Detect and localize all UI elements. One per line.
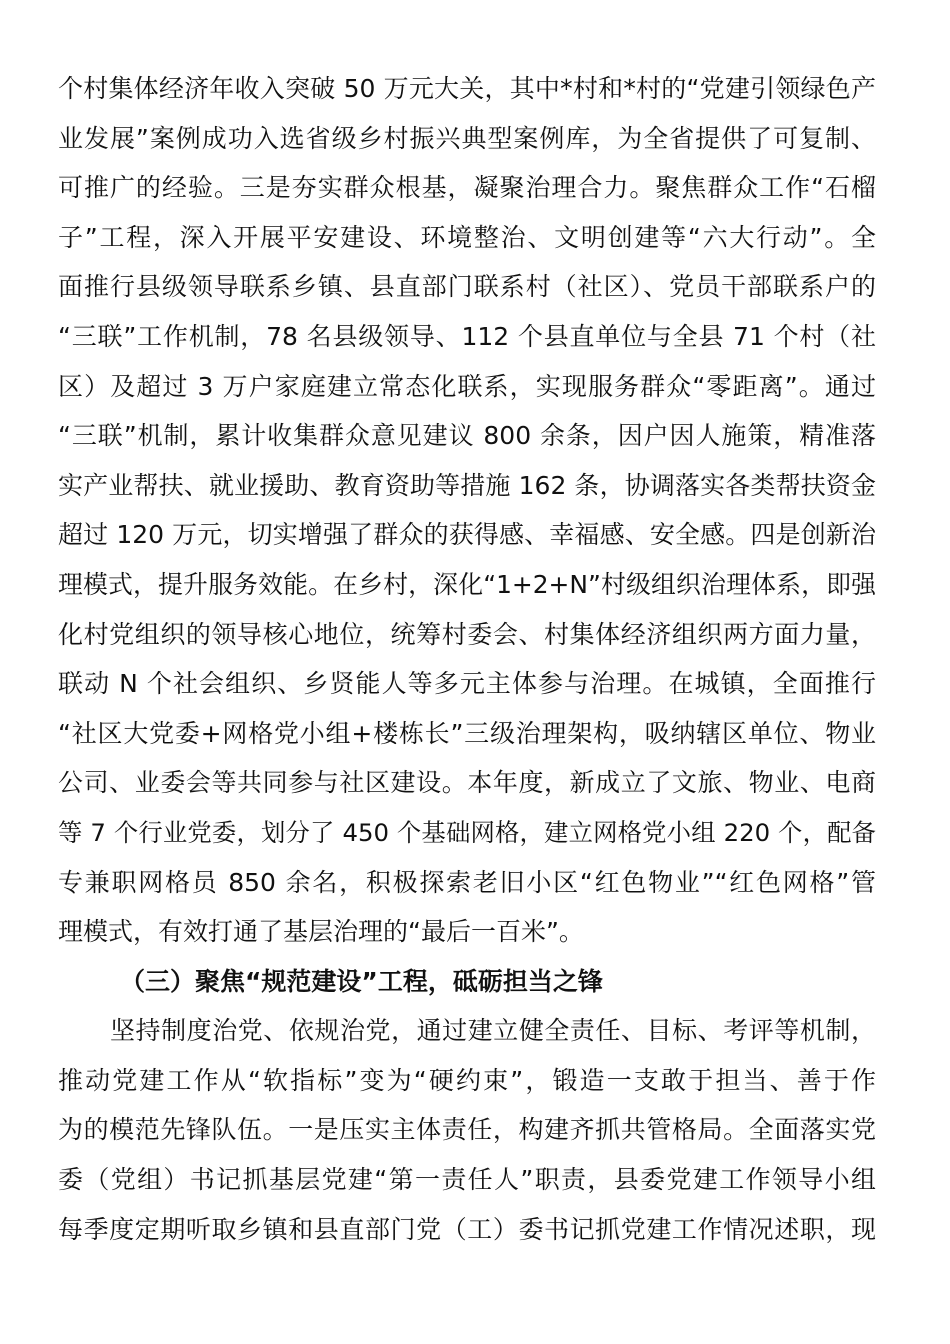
text-line: 坚持制度治党、依规治党，通过建立健全责任、目标、考评等机制， (110, 1016, 876, 1046)
document-page (58, 69, 876, 1259)
text-line: 超过 120 万元，切实增强了群众的获得感、幸福感、安全感。四是创新治 (58, 520, 876, 550)
text-line: “三联”工作机制，78 名县级领导、112 个县直单位与全县 71 个村（社 (58, 321, 876, 351)
text-line: 区）及超过 3 万户家庭建立常态化联系，实现服务群众“零距离”。通过 (58, 371, 876, 401)
text-line: “社区大党委+网格党小组+楼栋长”三级治理架构，吸纳辖区单位、物业 (58, 718, 876, 748)
text-line: 可推广的经验。三是夯实群众根基，凝聚治理合力。聚焦群众工作“石榴 (58, 173, 876, 203)
text-line: 化村党组织的领导核心地位，统筹村委会、村集体经济组织两方面力量， (58, 619, 876, 649)
text-line: 个村集体经济年收入突破 50 万元大关，其中*村和*村的“党建引领绿色产 (58, 74, 876, 103)
text-line: 实产业帮扶、就业援助、教育资助等措施 162 条，协调落实各类帮扶资金 (58, 470, 876, 500)
body-paragraph (58, 69, 876, 962)
text-line: 等 7 个行业党委，划分了 450 个基础网格，建立网格党小组 220 个，配备 (58, 817, 876, 847)
text-line: 每季度定期听取乡镇和县直部门党（工）委书记抓党建工作情况述职，现 (58, 1214, 876, 1244)
text-line: 推动党建工作从“软指标”变为“硬约束”，锻造一支敢于担当、善于作 (58, 1065, 876, 1095)
text-line: 面推行县级领导联系乡镇、县直部门联系村（社区）、党员干部联系户的 (58, 272, 876, 302)
text-line: 业发展”案例成功入选省级乡村振兴典型案例库，为全省提供了可复制、 (58, 123, 876, 153)
text-line: 公司、业委会等共同参与社区建设。本年度，新成立了文旅、物业、电商 (58, 768, 876, 798)
text-line: 理模式，有效打通了基层治理的“最后一百米”。 (58, 917, 584, 947)
text-line: 为的模范先锋队伍。一是压实主体责任，构建齐抓共管格局。全面落实党 (58, 1115, 876, 1145)
text-line: 委（党组）书记抓基层党建“第一责任人”职责，县委党建工作领导小组 (58, 1165, 876, 1195)
text-line: “三联”机制，累计收集群众意见建议 800 余条，因户因人施策，精准落 (58, 421, 876, 451)
text-line: 子”工程，深入开展平安建设、环境整治、文明创建等“六大行动”。全 (58, 222, 876, 252)
text-line: 理模式，提升服务效能。在乡村，深化“1+2+N”村级组织治理体系，即强 (58, 569, 876, 599)
text-line: 专兼职网格员 850 余名，积极探索老旧小区“红色物业”“红色网格”管 (58, 867, 876, 897)
text-line: 联动 N 个社会组织、乡贤能人等多元主体参与治理。在城镇，全面推行 (58, 669, 876, 699)
section-heading: （三）聚焦“规范建设”工程，砥砺担当之锋 (120, 966, 603, 996)
body-paragraph (58, 1011, 876, 1259)
